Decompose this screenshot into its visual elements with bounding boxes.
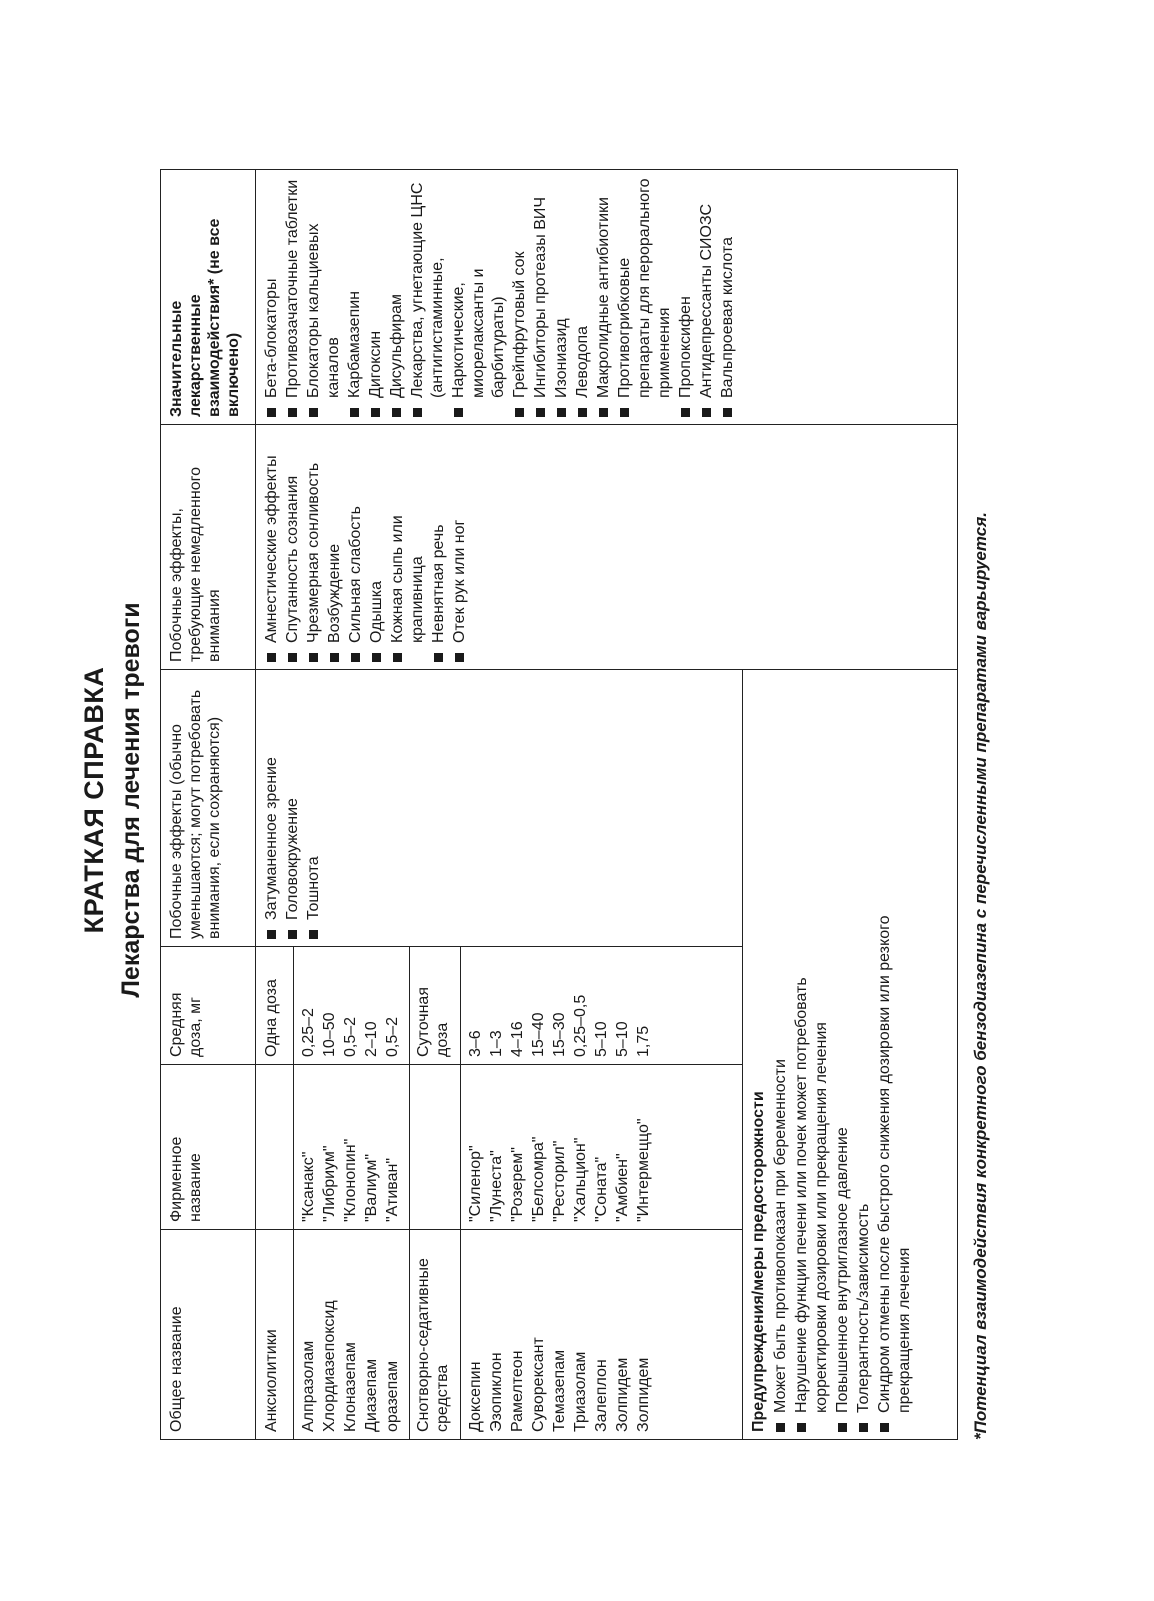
generic-name: Золпидем bbox=[614, 1357, 631, 1432]
interaction-item-text: Карбамазепин bbox=[346, 290, 363, 398]
brand-names-cell bbox=[256, 1065, 743, 1230]
generic-name: Суворексант bbox=[530, 1337, 547, 1432]
common-side-effect bbox=[283, 677, 303, 939]
brand-name: "Амбиен" bbox=[614, 1153, 631, 1222]
urgent-side-effect bbox=[283, 432, 303, 662]
square-bullet-icon bbox=[455, 653, 464, 662]
interaction-item bbox=[304, 177, 344, 417]
precaution-item-text: Нарушение функции печени или почек может потребовать корректировки дозировки или прекращения лечения bbox=[793, 977, 830, 1413]
urgent-side-effect bbox=[346, 432, 366, 662]
hypnotics-generic-list bbox=[465, 1237, 654, 1432]
interaction-item-text: Дисульфирам bbox=[388, 294, 405, 398]
divider bbox=[460, 1065, 461, 1229]
square-bullet-icon bbox=[681, 408, 690, 417]
interaction-item bbox=[510, 177, 530, 417]
generic-name: Доксепин bbox=[467, 1361, 484, 1432]
interaction-item-text: Наркотические, миорелаксанты и барбитураты) bbox=[450, 268, 507, 398]
rotated-page bbox=[77, 80, 1077, 1520]
dose-value: 1–3 bbox=[488, 1030, 505, 1057]
anxiolytics-brand-list bbox=[298, 1072, 403, 1222]
precautions-list bbox=[771, 872, 915, 1432]
anxiolytics-dose-list bbox=[298, 954, 403, 1057]
interaction-item bbox=[408, 177, 448, 417]
interaction-item bbox=[531, 177, 551, 417]
interaction-item bbox=[718, 177, 738, 417]
common-side-effect bbox=[262, 677, 282, 939]
dose-value: 0,25–0,5 bbox=[572, 994, 589, 1057]
precaution-item-text: Толерантность/зависимость bbox=[855, 1203, 872, 1413]
dose-cell bbox=[256, 947, 743, 1065]
brand-name: "Интермеццо" bbox=[635, 1118, 652, 1222]
header-drug-interactions bbox=[161, 170, 256, 425]
divider bbox=[293, 1065, 294, 1229]
divider bbox=[293, 1230, 294, 1439]
common-side-effect-text: Головокружение bbox=[284, 798, 301, 920]
urgent-side-effect-text: Отек рук или ног bbox=[451, 519, 468, 643]
urgent-side-effects-cell bbox=[256, 425, 958, 670]
generic-name: Залеплон bbox=[593, 1359, 610, 1432]
square-bullet-icon bbox=[702, 408, 711, 417]
precautions-cell bbox=[743, 670, 958, 1440]
interactions-header-text: Значительные лекарственные взаимодействия* (не все включено) bbox=[168, 218, 242, 417]
interaction-item bbox=[449, 177, 509, 417]
page-title: КРАТКАЯ СПРАВКА bbox=[79, 666, 109, 934]
common-side-effects-cell bbox=[256, 670, 743, 947]
generic-names-cell bbox=[256, 1230, 743, 1440]
divider bbox=[409, 947, 410, 1064]
page-subtitle: Лекарства для лечения тревоги bbox=[117, 602, 145, 998]
precaution-item-text: Может быть противопоказан при беременности bbox=[772, 1059, 789, 1413]
dose-value: 4–16 bbox=[509, 1021, 526, 1057]
brand-name: "Валиум" bbox=[363, 1153, 380, 1222]
urgent-side-effects-list bbox=[262, 432, 470, 662]
hypnotics-brand-list bbox=[465, 1072, 654, 1222]
square-bullet-icon bbox=[288, 930, 297, 939]
urgent-side-effect bbox=[388, 432, 428, 662]
daily-dose-label: Суточная доза bbox=[415, 987, 451, 1057]
interaction-item bbox=[366, 177, 386, 417]
urgent-side-effect bbox=[367, 432, 387, 662]
brand-name: "Лунеста" bbox=[488, 1150, 505, 1222]
generic-name: оразепам bbox=[384, 1360, 401, 1432]
generic-name: Золпидем bbox=[635, 1357, 652, 1432]
urgent-side-effect bbox=[325, 432, 345, 662]
interaction-item-text: Макролидные антибиотики bbox=[595, 197, 612, 398]
brand-name: "Соната" bbox=[593, 1156, 610, 1222]
square-bullet-icon bbox=[578, 408, 587, 417]
interaction-item bbox=[573, 177, 593, 417]
interaction-item-text: Дигоксин bbox=[367, 330, 384, 398]
square-bullet-icon bbox=[371, 408, 380, 417]
square-bullet-icon bbox=[267, 653, 276, 662]
header-brand-name: Фирменное название bbox=[161, 1065, 256, 1230]
interaction-item bbox=[615, 177, 675, 417]
header-urgent-side-effects: Побочные эффекты, требующие немедленного внимания bbox=[161, 425, 256, 670]
square-bullet-icon bbox=[351, 653, 360, 662]
square-bullet-icon bbox=[372, 653, 381, 662]
generic-name: Рамелтеон bbox=[509, 1350, 526, 1432]
interaction-item-text: Изониазид bbox=[553, 318, 570, 398]
common-side-effect-text: Затуманенное зрение bbox=[263, 757, 280, 920]
generic-name: Хлордиазепоксид bbox=[321, 1300, 338, 1432]
spacer bbox=[414, 1072, 454, 1222]
dose-value: 15–30 bbox=[551, 1012, 568, 1057]
interaction-item-text: Лекарства, угнетающие ЦНС (антигистаминные, bbox=[409, 182, 446, 398]
table-header-row bbox=[161, 170, 256, 1440]
urgent-side-effect bbox=[262, 432, 282, 662]
dose-value: 5–10 bbox=[593, 1021, 610, 1057]
brand-name: "Ксанакс" bbox=[300, 1151, 317, 1222]
hypnotics-group-label: Снотворно-седативные средства bbox=[415, 1258, 451, 1432]
brand-name: "Хальцион" bbox=[572, 1137, 589, 1222]
generic-name: Триазолам bbox=[572, 1351, 589, 1432]
interaction-item-text: Противозачаточные таблетки bbox=[284, 179, 301, 398]
square-bullet-icon bbox=[393, 653, 402, 662]
brand-name: "Клонопин" bbox=[342, 1138, 359, 1222]
divider bbox=[460, 947, 461, 1064]
square-bullet-icon bbox=[434, 653, 443, 662]
square-bullet-icon bbox=[267, 408, 276, 417]
square-bullet-icon bbox=[599, 408, 608, 417]
brand-name: "Розерем" bbox=[509, 1147, 526, 1222]
dose-value: 5–10 bbox=[614, 1021, 631, 1057]
generic-name: Клоназепам bbox=[342, 1342, 359, 1432]
square-bullet-icon bbox=[454, 408, 463, 417]
hypnotics-dose-list bbox=[465, 954, 654, 1057]
dose-value: 15–40 bbox=[530, 1012, 547, 1057]
square-bullet-icon bbox=[880, 1423, 889, 1432]
interaction-item bbox=[345, 177, 365, 417]
interaction-item-text: Грейпфрутовый сок bbox=[511, 251, 528, 398]
dose-value: 3–6 bbox=[467, 1030, 484, 1057]
brand-name: "Ресторил" bbox=[551, 1140, 568, 1222]
square-bullet-icon bbox=[536, 408, 545, 417]
urgent-side-effect-text: Возбуждение bbox=[326, 543, 343, 643]
header-common-side-effects: Побочные эффекты (обычно уменьшаются; могут потребовать внимания, если сохраняются) bbox=[161, 670, 256, 947]
interaction-item bbox=[552, 177, 572, 417]
precaution-item bbox=[875, 872, 915, 1432]
interaction-item bbox=[676, 177, 696, 417]
urgent-side-effect-text: Чрезмерная сонливость bbox=[305, 462, 322, 643]
interaction-item-text: Пропоксифен bbox=[677, 296, 694, 398]
square-bullet-icon bbox=[515, 408, 524, 417]
precautions-title: Предупреждения/меры предосторожности bbox=[750, 1091, 767, 1432]
square-bullet-icon bbox=[267, 930, 276, 939]
square-bullet-icon bbox=[859, 1423, 868, 1432]
square-bullet-icon bbox=[776, 1423, 785, 1432]
interaction-item-text: Антидепрессанты СИОЗС bbox=[698, 203, 715, 398]
dose-value: 0,5–2 bbox=[384, 1016, 401, 1057]
square-bullet-icon bbox=[723, 408, 732, 417]
dose-value: 2–10 bbox=[363, 1021, 380, 1057]
header-average-dose: Средняя доза, мг bbox=[161, 947, 256, 1065]
divider bbox=[409, 1230, 410, 1439]
footnote: *Потенциал взаимодействия конкретного бензодиазепина с перечисленными препаратами варьируется. bbox=[971, 512, 990, 1440]
brand-name: "Ативан" bbox=[384, 1158, 401, 1222]
generic-name: Алпразолам bbox=[300, 1340, 317, 1432]
brand-name: "Силенор" bbox=[467, 1145, 484, 1222]
brand-name: "Белсомра" bbox=[530, 1136, 547, 1222]
square-bullet-icon bbox=[288, 408, 297, 417]
square-bullet-icon bbox=[350, 408, 359, 417]
divider bbox=[460, 1230, 461, 1439]
divider bbox=[409, 1065, 410, 1229]
urgent-side-effect bbox=[304, 432, 324, 662]
square-bullet-icon bbox=[309, 408, 318, 417]
square-bullet-icon bbox=[392, 408, 401, 417]
interactions-cell bbox=[256, 170, 958, 425]
interaction-item-text: Бета-блокаторы bbox=[263, 278, 280, 398]
generic-name: Диазепам bbox=[363, 1358, 380, 1432]
interaction-item bbox=[697, 177, 717, 417]
square-bullet-icon bbox=[309, 930, 318, 939]
generic-name: Темазепам bbox=[551, 1349, 568, 1432]
urgent-side-effect-text: Амнестические эффекты bbox=[263, 455, 280, 643]
interaction-item-text: Леводопа bbox=[574, 325, 591, 398]
square-bullet-icon bbox=[413, 408, 422, 417]
urgent-side-effect bbox=[450, 432, 470, 662]
generic-name: Эзопиклон bbox=[488, 1352, 505, 1432]
single-dose-label: Одна доза bbox=[263, 979, 280, 1057]
interaction-item bbox=[387, 177, 407, 417]
square-bullet-icon bbox=[288, 653, 297, 662]
urgent-side-effect bbox=[429, 432, 449, 662]
interaction-item bbox=[283, 177, 303, 417]
dose-value: 0,5–2 bbox=[342, 1016, 359, 1057]
common-side-effect bbox=[304, 677, 324, 939]
precaution-item-text: Повышенное внутриглазное давление bbox=[834, 1127, 851, 1413]
interaction-item-text: Вальпроевая кислота bbox=[719, 237, 736, 398]
precaution-item bbox=[771, 872, 791, 1432]
table-body-row bbox=[256, 170, 743, 1440]
header-generic-name: Общее название bbox=[161, 1230, 256, 1440]
precaution-item bbox=[854, 872, 874, 1432]
urgent-side-effect-text: Сильная слабость bbox=[347, 506, 364, 643]
urgent-side-effect-text: Невнятная речь bbox=[430, 524, 447, 643]
urgent-side-effect-text: Спутанность сознания bbox=[284, 475, 301, 643]
square-bullet-icon bbox=[797, 1423, 806, 1432]
square-bullet-icon bbox=[309, 653, 318, 662]
brand-name: "Либриум" bbox=[321, 1145, 338, 1222]
dose-value: 0,25–2 bbox=[300, 1008, 317, 1057]
interaction-item bbox=[594, 177, 614, 417]
divider bbox=[293, 947, 294, 1064]
dose-value: 10–50 bbox=[321, 1012, 338, 1057]
interaction-item-text: Ингибиторы протеазы ВИЧ bbox=[532, 196, 549, 398]
common-side-effect-text: Тошнота bbox=[305, 856, 322, 920]
urgent-side-effect-text: Одышка bbox=[368, 580, 385, 643]
urgent-side-effect-text: Кожная сыпь или крапивница bbox=[389, 515, 426, 643]
square-bullet-icon bbox=[330, 653, 339, 662]
interaction-item-text: Блокаторы кальциевых каналов bbox=[305, 223, 342, 398]
precaution-item-text: Синдром отмены после быстрого снижения дозировки или резкого прекращения лечения bbox=[876, 915, 913, 1413]
common-side-effects-list bbox=[262, 677, 324, 939]
interaction-item-text: Противогрибковые препараты для перорального применения bbox=[616, 178, 673, 398]
square-bullet-icon bbox=[620, 408, 629, 417]
interactions-list bbox=[262, 177, 738, 417]
square-bullet-icon bbox=[838, 1423, 847, 1432]
spacer bbox=[262, 1072, 287, 1222]
anxiolytics-group-label: Анксиолитики bbox=[263, 1329, 280, 1432]
precaution-item bbox=[792, 872, 832, 1432]
interaction-item bbox=[262, 177, 282, 417]
precaution-item bbox=[833, 872, 853, 1432]
square-bullet-icon bbox=[557, 408, 566, 417]
anxiolytics-generic-list bbox=[298, 1237, 403, 1432]
dose-value: 1,75 bbox=[635, 1025, 652, 1057]
medication-table bbox=[160, 169, 958, 1440]
